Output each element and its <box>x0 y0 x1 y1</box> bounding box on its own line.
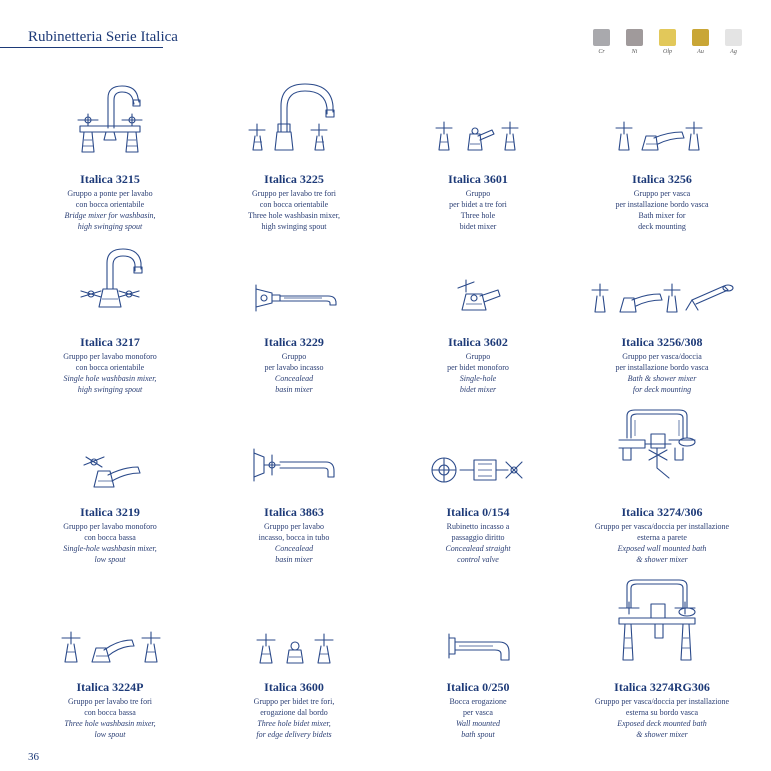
product-italica-3219 <box>20 505 200 565</box>
product-desc-en: Single-hole <box>459 374 497 383</box>
product-name: Italica 3256 <box>632 172 692 186</box>
product-name: Italica 3256/308 <box>621 335 703 349</box>
product-desc-en: & shower mixer <box>636 555 688 564</box>
product-name: Italica 3217 <box>80 335 140 349</box>
product-desc-en: Concealead <box>274 374 314 383</box>
product-desc-it: per installazione bordo vasca <box>615 363 709 372</box>
product-name: Italica 3219 <box>80 505 140 519</box>
product-name: Italica 3600 <box>264 680 324 694</box>
finish-swatch-olp <box>659 29 676 46</box>
finish-label-au: Au <box>697 49 704 55</box>
product-desc-en: Three hole washbasin mixer, <box>64 719 156 728</box>
product-desc-en: high swinging spout <box>77 222 143 231</box>
three-hole-bidet-icon <box>432 118 522 156</box>
product-desc-it: passaggio diritto <box>451 533 505 542</box>
product-desc-en: Bath & shower mixer <box>627 374 697 383</box>
product-desc-en: high swinging spout <box>77 385 143 394</box>
product-desc-it: Gruppo a ponte per lavabo <box>67 189 153 198</box>
concealed-valve-icon <box>430 452 525 490</box>
product-desc-it: esterna a parete <box>637 533 687 542</box>
wall-bath-spout-icon <box>445 632 513 664</box>
product-name: Italica 3274RG306 <box>614 680 710 694</box>
three-hole-low-spout-icon <box>60 630 165 665</box>
product-desc: Gruppo <box>465 189 491 198</box>
product-desc: bidet mixer <box>459 222 497 231</box>
single-hole-bidet-icon <box>452 278 512 314</box>
product-name: Italica 3215 <box>80 172 140 186</box>
product-name: Italica 0/250 <box>446 680 510 694</box>
three-hole-high-spout-icon <box>245 80 340 155</box>
bath-shower-mixer-icon <box>588 280 738 318</box>
product-desc-it: per lavabo incasso <box>264 363 324 372</box>
product-desc-en: & shower mixer <box>636 730 688 739</box>
product-desc-it: Gruppo per lavabo tre fori <box>68 697 152 706</box>
product-desc: Gruppo per vasca <box>633 189 691 198</box>
wall-bath-shower-mixer-icon <box>615 408 700 498</box>
product-desc-it: Gruppo <box>281 352 307 361</box>
finish-label-olp: Olp <box>663 49 672 55</box>
product-desc-en: control valve <box>457 555 499 564</box>
bath-mixer-icon <box>612 118 707 156</box>
product-desc-en: for edge delivery bidets <box>256 730 332 739</box>
finish-swatches <box>591 29 746 61</box>
product-desc-en: bath spout <box>461 730 495 739</box>
product-name: Italica 3274/306 <box>621 505 703 519</box>
product-desc-it: per vasca <box>463 708 493 717</box>
product-desc-en: bidet mixer <box>459 385 497 394</box>
bridge-mixer-icon <box>70 80 150 155</box>
product-desc-en: basin mixer <box>275 385 313 394</box>
product-desc-it: Rubinetto incasso a <box>446 522 510 531</box>
product-desc-it: incasso, bocca in tubo <box>258 533 330 542</box>
product-name: Italica 3863 <box>264 505 324 519</box>
product-italica-3229 <box>204 335 384 395</box>
product-italica-3601 <box>388 172 568 232</box>
three-hole-edge-bidet-icon <box>255 632 335 665</box>
product-desc-en: Exposed wall mounted bath <box>617 544 707 553</box>
deck-bath-shower-mixer-icon <box>615 578 700 668</box>
product-desc-en: low spout <box>94 730 126 739</box>
product-desc-it: con bocca bassa <box>84 533 136 542</box>
product-name: Italica 3229 <box>264 335 324 349</box>
product-desc: Gruppo per lavabo tre fori <box>252 189 336 198</box>
product-desc-it: con bocca bassa <box>84 708 136 717</box>
single-hole-high-spout-icon <box>75 245 150 310</box>
product-desc-it: Gruppo per lavabo monoforo <box>63 352 157 361</box>
product-desc: con bocca orientabile <box>259 200 329 209</box>
product-desc-it: per bidet monoforo <box>447 363 509 372</box>
product-italica-3602 <box>388 335 568 395</box>
product-desc-it: Gruppo per lavabo <box>264 522 324 531</box>
product-desc-it: erogazione dal bordo <box>260 708 328 717</box>
product-desc: per bidet a tre fori <box>449 200 507 209</box>
product-desc-it: Gruppo per bidet tre fori, <box>253 697 335 706</box>
page-title: Rubinetteria Serie Italica <box>28 29 178 45</box>
concealed-basin-mixer-icon <box>252 283 342 313</box>
product-desc: deck mounting <box>638 222 686 231</box>
product-desc-en: Exposed deck mounted bath <box>617 719 707 728</box>
product-italica-3256-308 <box>572 335 752 395</box>
product-name: Italica 0/154 <box>446 505 510 519</box>
finish-label-cr: Cr <box>598 49 605 55</box>
finish-label-ag: Ag <box>730 49 737 55</box>
product-desc-en: Concealead straight <box>445 544 511 553</box>
product-italica-3600 <box>204 680 384 740</box>
finish-swatch-cr <box>593 29 610 46</box>
product-desc-en: Bridge mixer for washbasin, <box>64 211 156 220</box>
product-desc-it: esterna su bordo vasca <box>625 708 699 717</box>
product-desc-it: Bocca erogazione <box>449 697 507 706</box>
title-underline <box>0 47 163 48</box>
product-desc-en: low spout <box>94 555 126 564</box>
product-desc-it: Gruppo per vasca/doccia per installazione <box>594 697 730 706</box>
product-desc-it: Gruppo <box>465 352 491 361</box>
product-italica-0-154 <box>388 505 568 565</box>
product-desc: Three hole washbasin mixer, <box>247 211 341 220</box>
product-desc-en: for deck mounting <box>632 385 692 394</box>
single-hole-low-spout-icon <box>80 455 145 490</box>
product-desc-en: Concealead <box>274 544 314 553</box>
product-italica-3217 <box>20 335 200 395</box>
concealed-tube-spout-icon <box>250 447 340 485</box>
product-desc-it: Gruppo per vasca/doccia per installazione <box>594 522 730 531</box>
page-number: 36 <box>28 751 39 763</box>
product-italica-3225 <box>204 172 384 232</box>
finish-label-ni: Ni <box>631 49 638 55</box>
product-desc-it: Gruppo per lavabo monoforo <box>63 522 157 531</box>
product-italica-3863 <box>204 505 384 565</box>
product-italica-3274-306 <box>572 505 752 565</box>
product-italica-0-250 <box>388 680 568 740</box>
product-desc-it: con bocca orientabile <box>75 363 145 372</box>
product-italica-3274rg306 <box>572 680 752 740</box>
product-name: Italica 3225 <box>264 172 324 186</box>
product-desc: high swinging spout <box>261 222 327 231</box>
product-desc-it: Gruppo per vasca/doccia <box>622 352 702 361</box>
finish-swatch-au <box>692 29 709 46</box>
product-desc-en: Single-hole washbasin mixer, <box>63 544 157 553</box>
product-desc: per installazione bordo vasca <box>615 200 709 209</box>
product-desc: Three hole <box>460 211 496 220</box>
product-desc-it: con bocca orientabile <box>75 200 145 209</box>
product-italica-3215 <box>20 172 200 232</box>
product-desc-en: Wall mounted <box>456 719 500 728</box>
product-name: Italica 3602 <box>448 335 508 349</box>
product-italica-3256 <box>572 172 752 232</box>
product-desc: Bath mixer for <box>638 211 686 220</box>
finish-swatch-ag <box>725 29 742 46</box>
finish-swatch-ni <box>626 29 643 46</box>
product-desc-en: Three hole bidet mixer, <box>257 719 331 728</box>
product-name: Italica 3601 <box>448 172 508 186</box>
product-desc-en: basin mixer <box>275 555 313 564</box>
product-italica-3224p <box>20 680 200 740</box>
product-name: Italica 3224P <box>76 680 144 694</box>
product-desc-en: Single hole washbasin mixer, <box>63 374 157 383</box>
